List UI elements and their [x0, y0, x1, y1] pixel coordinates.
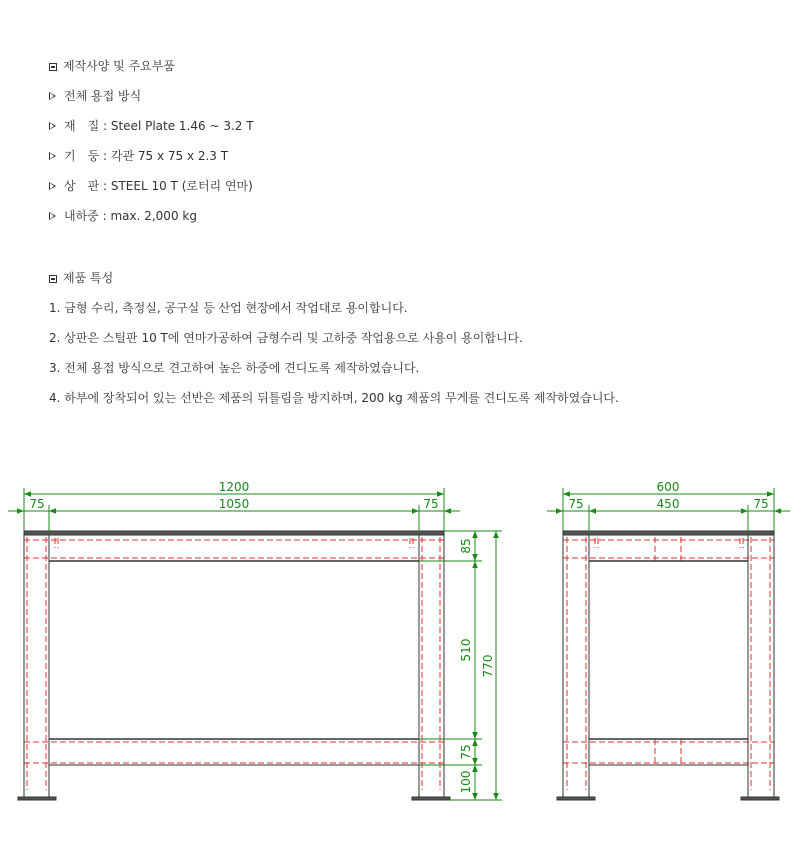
dim-side-overall-width: 600: [656, 480, 680, 494]
features-heading: 제품 특성: [49, 270, 113, 286]
feature-item: 4. 하부에 장착되어 있는 선반은 제품의 뒤틀림을 방지하며, 200 kg 제품의 무게를 견디도록 제작하였습니다.: [49, 391, 619, 405]
dim-front-left-leg: 75: [29, 497, 45, 511]
dim-overall-height: 770: [481, 654, 495, 678]
side-hidden-lines: [563, 537, 774, 790]
feature-item: 3. 전체 용접 방식으로 견고하여 높은 하중에 견디도록 제작하였습니다.: [49, 361, 420, 375]
dim-middle-gap: 510: [459, 638, 473, 662]
front-view: [18, 531, 450, 800]
front-frame: [18, 531, 450, 800]
spec-heading: 제작사양 및 주요부품: [49, 58, 175, 74]
dim-lower-rail: 75: [459, 744, 473, 760]
side-frame: [557, 531, 779, 800]
side-view: [557, 531, 779, 800]
spec-item: 내하중 : max. 2,000 kg: [49, 208, 197, 224]
dim-front-inner-span: 1050: [218, 497, 250, 511]
front-hidden-lines: [24, 537, 444, 790]
dim-top-rail: 85: [459, 538, 473, 554]
dim-side-left-leg: 75: [568, 497, 584, 511]
dim-side-right-leg: 75: [753, 497, 769, 511]
spec-item: 기 둥 : 각관 75 x 75 x 2.3 T: [49, 148, 228, 164]
feature-item: 2. 상판은 스틸판 10 T에 연마가공하여 금형수리 및 고하중 작업용으로 사용이 용이합니다.: [49, 331, 523, 345]
feature-item: 1. 금형 수리, 측정실, 공구실 등 산업 현장에서 작업대로 용이합니다.: [49, 301, 408, 315]
spec-item: 재 질 : Steel Plate 1.46 ~ 3.2 T: [49, 118, 254, 134]
dim-bottom-gap: 100: [459, 770, 473, 794]
dim-front-overall-width: 1200: [218, 480, 250, 494]
dim-side-inner-span: 450: [656, 497, 680, 511]
dim-front-right-leg: 75: [423, 497, 439, 511]
spec-item: 전체 용접 방식: [49, 88, 141, 104]
spec-item: 상 판 : STEEL 10 T (로터리 연마): [49, 178, 253, 194]
